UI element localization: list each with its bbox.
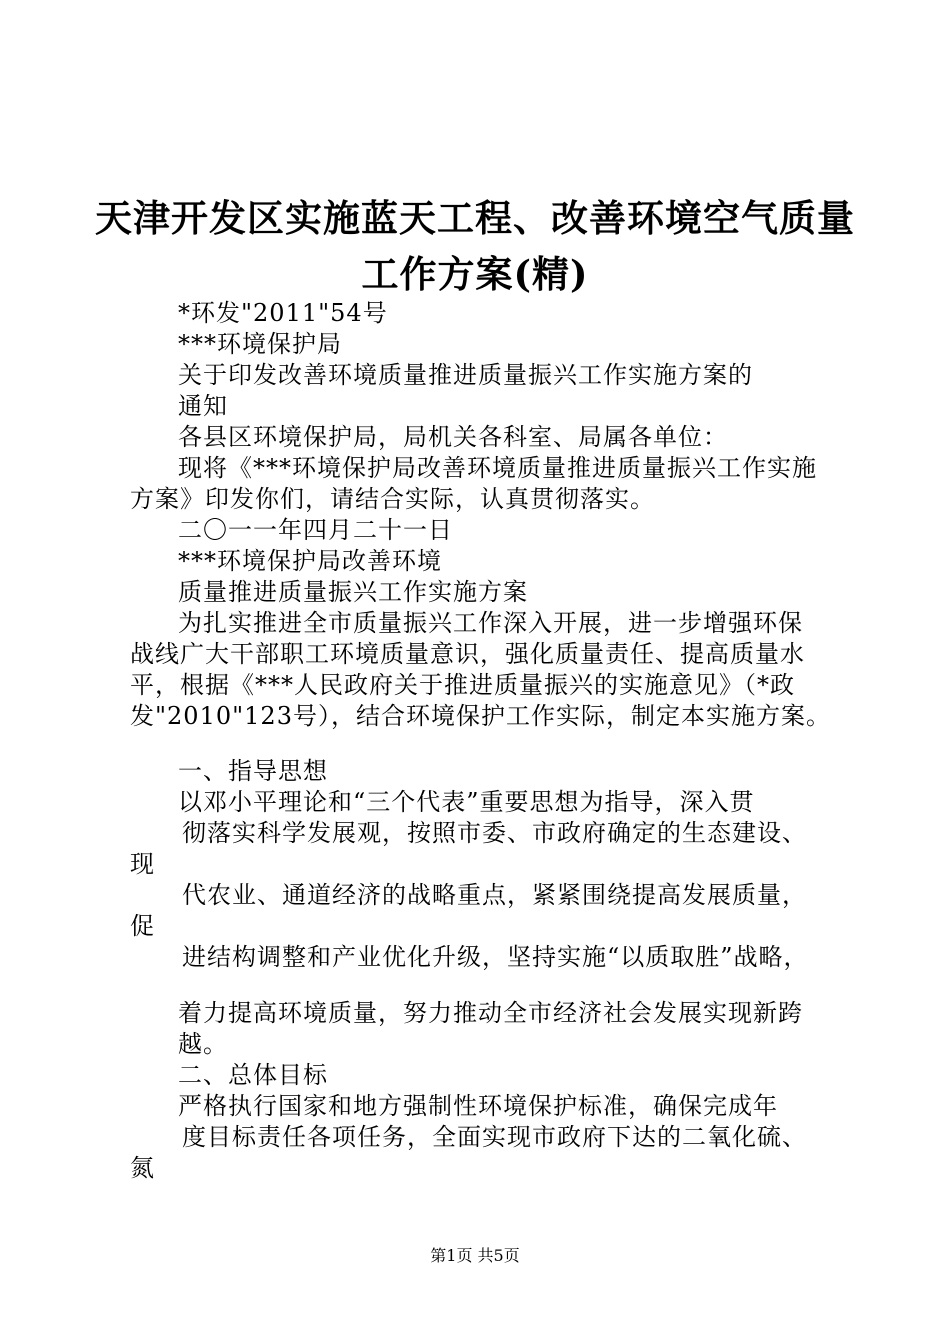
section-two-line: 氮 — [130, 1154, 155, 1182]
section-heading-overall-goal: 二、总体目标 — [178, 1061, 328, 1089]
intro-paragraph-line: 发"2010"123号），结合环境保护工作实际，制定本实施方案。 — [130, 702, 831, 730]
notice-subject-line-1: 关于印发改善环境质量推进质量振兴工作实施方案的 — [178, 361, 753, 389]
document-title-line-1: 天津开发区实施蓝天工程、改善环境空气质量 — [95, 196, 855, 240]
intro-paragraph-line: 平，根据《***人民政府关于推进质量振兴的实施意见》（*政 — [130, 671, 795, 699]
section-one-line: 越。 — [178, 1030, 228, 1058]
page-footer: 第1页 共5页 — [430, 1246, 520, 1265]
section-one-line: 着力提高环境质量，努力推动全市经济社会发展实现新跨 — [178, 999, 803, 1027]
notice-subject-line-2: 通知 — [178, 392, 228, 420]
section-one-line: 促 — [130, 912, 155, 940]
section-one-line: 代农业、通道经济的战略重点，紧紧围绕提高发展质量， — [182, 881, 807, 909]
section-heading-guiding-ideology: 一、指导思想 — [178, 757, 328, 785]
doc-number: *环发"2011"54号 — [178, 299, 388, 327]
plan-title-line-2: 质量推进质量振兴工作实施方案 — [178, 578, 528, 606]
addressee-line: 各县区环境保护局，局机关各科室、局属各单位： — [178, 423, 728, 451]
intro-paragraph-line: 为扎实推进全市质量振兴工作深入开展，进一步增强环保 — [178, 609, 803, 637]
document-title-line-2: 工作方案(精) — [361, 252, 589, 296]
section-two-line: 度目标责任各项任务，全面实现市政府下达的二氧化硫、 — [182, 1123, 807, 1151]
intro-paragraph-line: 战线广大干部职工环境质量意识，强化质量责任、提高质量水 — [130, 640, 805, 668]
plan-title-line-1: ***环境保护局改善环境 — [178, 547, 442, 575]
section-one-line: 现 — [130, 850, 155, 878]
section-one-line: 以邓小平理论和“三个代表”重要思想为指导，深入贯 — [178, 788, 755, 816]
issuing-bureau: ***环境保护局 — [178, 330, 342, 358]
issue-date: 二〇一一年四月二十一日 — [178, 516, 453, 544]
section-two-line: 严格执行国家和地方强制性环境保护标准，确保完成年 — [178, 1092, 778, 1120]
body-paragraph-line: 现将《***环境保护局改善环境质量推进质量振兴工作实施 — [178, 454, 817, 482]
section-one-line: 彻落实科学发展观，按照市委、市政府确定的生态建设、 — [182, 819, 807, 847]
section-one-line: 进结构调整和产业优化升级，坚持实施“以质取胜”战略， — [182, 943, 809, 971]
body-paragraph-line: 方案》印发你们，请结合实际，认真贯彻落实。 — [130, 485, 655, 513]
